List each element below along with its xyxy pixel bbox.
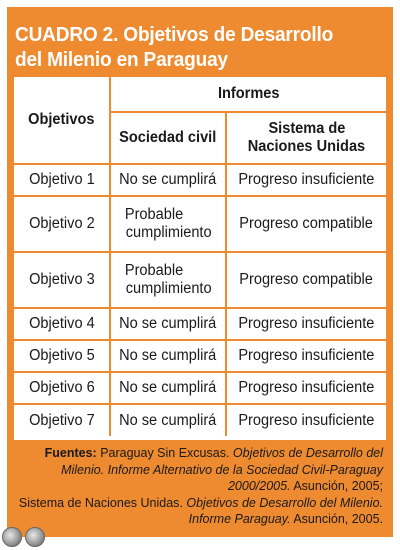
header-objetivos: Objetivos bbox=[14, 77, 110, 164]
cell-objetivo: Objetivo 6 bbox=[14, 372, 110, 404]
source-2-author: Sistema de Naciones Unidas. bbox=[18, 495, 183, 510]
table-row bbox=[14, 340, 386, 372]
logos bbox=[2, 527, 48, 547]
table-panel bbox=[7, 7, 393, 537]
table-row bbox=[14, 308, 386, 340]
cell-sociedad: No se cumplirá bbox=[110, 372, 226, 404]
source-1-author: Paraguay Sin Excusas. bbox=[100, 446, 230, 460]
source-1-title: Objetivos de Desarrollo del Milenio. Informe Alternativo de la Sociedad Civil-Paraguay 2000/2005. bbox=[61, 446, 383, 493]
header-informes: Informes bbox=[110, 77, 386, 112]
cell-naciones: Progreso compatible bbox=[226, 252, 386, 308]
cell-objetivo: Objetivo 1 bbox=[14, 164, 110, 196]
cell-sociedad: No se cumplirá bbox=[110, 404, 226, 436]
sources-label: Fuentes: bbox=[44, 446, 97, 460]
table-row bbox=[14, 404, 386, 436]
source-1-place: Asunción, 2005; bbox=[293, 479, 383, 493]
sources-note bbox=[15, 445, 383, 528]
data-table-wrapper bbox=[14, 77, 386, 440]
table-row bbox=[14, 252, 386, 308]
seal-logo-icon bbox=[2, 527, 22, 547]
table-row bbox=[14, 372, 386, 404]
cell-sociedad: Probable cumplimiento bbox=[110, 252, 226, 308]
cell-naciones: Progreso compatible bbox=[226, 196, 386, 252]
cell-sociedad: No se cumplirá bbox=[110, 308, 226, 340]
header-naciones-unidas: Sistema de Naciones Unidas bbox=[226, 112, 386, 164]
cell-sociedad: Probable cumplimiento bbox=[110, 196, 226, 252]
cell-naciones: Progreso insuficiente bbox=[226, 372, 386, 404]
cell-sociedad: No se cumplirá bbox=[110, 340, 226, 372]
title-line-2: del Milenio en Paraguay bbox=[15, 48, 228, 71]
table-title bbox=[15, 13, 361, 81]
cell-sociedad: No se cumplirá bbox=[110, 164, 226, 196]
cell-objetivo: Objetivo 7 bbox=[14, 404, 110, 436]
cell-objetivo: Objetivo 2 bbox=[14, 196, 110, 252]
cell-objetivo: Objetivo 4 bbox=[14, 308, 110, 340]
table-row bbox=[14, 164, 386, 196]
source-2-title: Objetivos de Desarrollo del Milenio. Informe Paraguay. bbox=[186, 495, 383, 526]
cell-objetivo: Objetivo 5 bbox=[14, 340, 110, 372]
table-row bbox=[14, 196, 386, 252]
source-2-place: Asunción, 2005. bbox=[293, 512, 383, 526]
cell-naciones: Progreso insuficiente bbox=[226, 308, 386, 340]
seal-logo-icon bbox=[25, 527, 45, 547]
cell-naciones: Progreso insuficiente bbox=[226, 340, 386, 372]
cell-naciones: Progreso insuficiente bbox=[226, 164, 386, 196]
objectives-table bbox=[14, 77, 386, 436]
cell-naciones: Progreso insuficiente bbox=[238, 411, 375, 429]
header-sociedad-civil: Sociedad civil bbox=[110, 112, 226, 164]
cell-objetivo: Objetivo 3 bbox=[14, 252, 110, 308]
title-line-1: CUADRO 2. Objetivos de Desarrollo bbox=[15, 23, 334, 46]
